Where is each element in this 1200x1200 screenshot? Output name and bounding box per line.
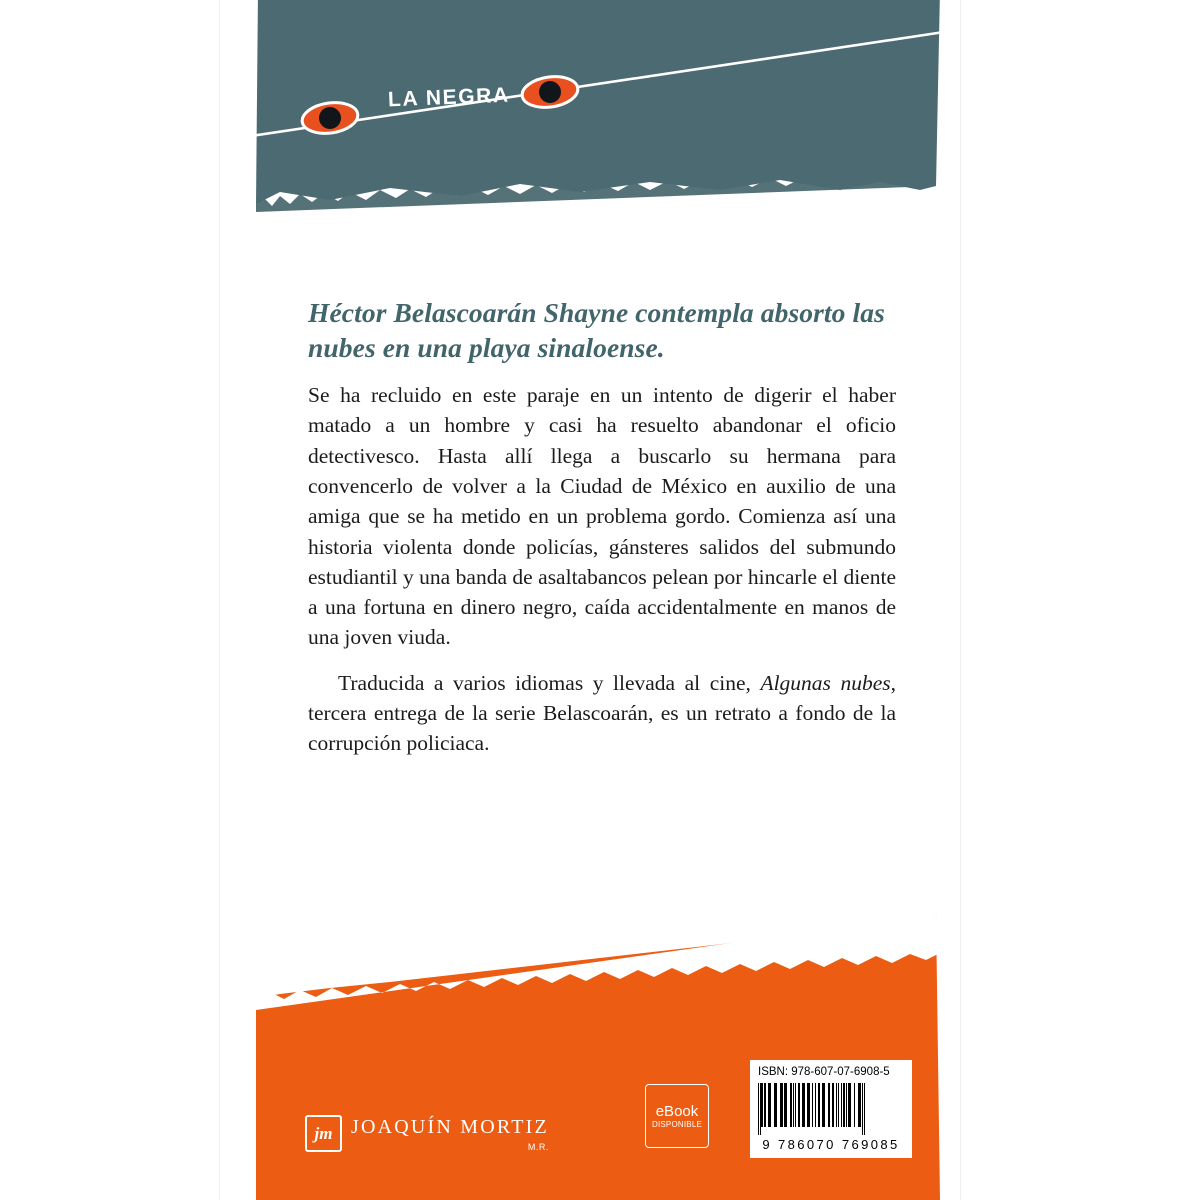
ean-digits: 9 786070 769085 [762, 1137, 900, 1152]
book-title-italic: Algunas nubes [760, 670, 891, 695]
blurb-paragraph-1: Se ha recluido en este paraje en un intento de digerir el haber matado a un hombre y casi ha resuelto abandonar el oficio detectivesco. Hasta allí llega a buscarlo su hermana para convencerlo de volver a la Ciudad de México en auxilio de una amiga que se ha metido en un problema gordo. Comienza así una historia violenta donde policías, gánsteres salidos del submundo estudiantil y una banda de asaltabancos pelean por hincarle el diente a una fortuna en dinero negro, caída accidentalmente en manos de una joven viuda. [308, 382, 896, 650]
series-banner [220, 0, 960, 230]
publisher-trademark: M.R. [527, 1141, 549, 1152]
series-label: LA NEGRA [387, 83, 511, 112]
barcode-block [750, 1060, 912, 1158]
blurb-paragraph-2 [308, 668, 896, 759]
publisher-name: JOAQUÍN MORTIZ [351, 1115, 549, 1138]
isbn-text: ISBN: 978-607-07-6908-5 [758, 1066, 890, 1078]
blurb-block [308, 295, 896, 759]
publisher-mark-icon: jm [305, 1115, 342, 1152]
ebook-label: eBook [655, 1102, 699, 1120]
barcode-bars [758, 1083, 904, 1135]
blurb-p2-after: , tercera entrega de la serie Belascoarán, es un retrato a fondo de la corrupción policiaca. [308, 670, 896, 756]
book-back-cover [220, 0, 960, 1200]
banner-shape [256, 0, 940, 204]
publisher-logo [305, 1115, 549, 1152]
blurb-heading: Héctor Belascoarán Shayne contempla absorto las nubes en una playa sinaloense. [308, 297, 885, 364]
blurb-p2-before: Traducida a varios idiomas y llevada al cine, [338, 670, 761, 695]
ebook-availability: DISPONIBLE [651, 1120, 702, 1130]
ebook-badge [645, 1084, 709, 1148]
publisher-names [351, 1116, 549, 1152]
